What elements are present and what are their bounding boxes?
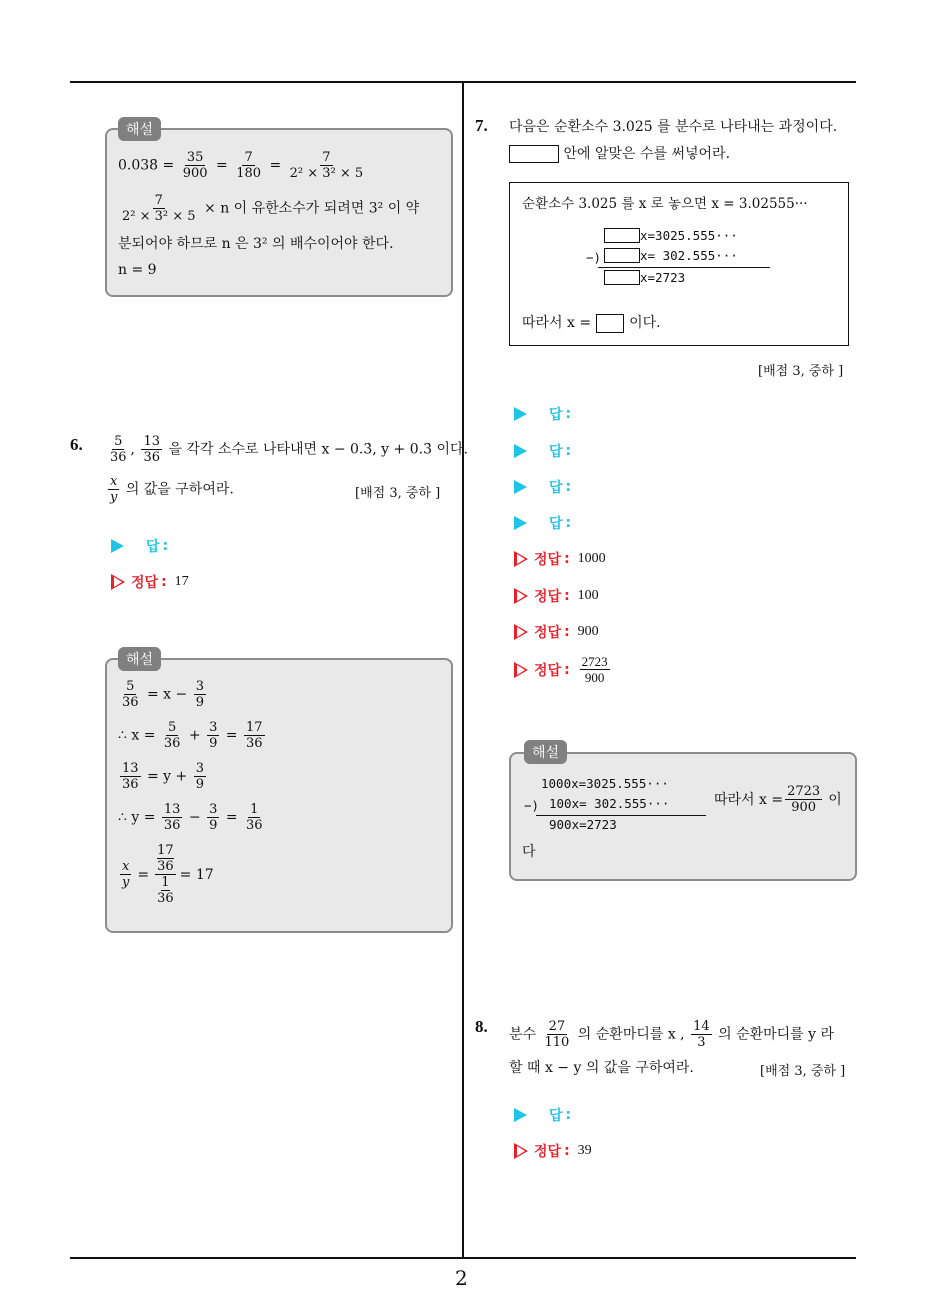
q7-blank-4[interactable] xyxy=(596,314,624,333)
page-number: 2 xyxy=(455,1266,468,1290)
q7-correct-arrow-icon-2 xyxy=(514,588,528,604)
q5-frac3: $\frac{7}{\text{2² × 3² × 5}}$ xyxy=(289,150,364,181)
q7-blank-2[interactable] xyxy=(604,248,640,263)
q6-answer-arrow-icon xyxy=(111,539,124,553)
q7-box-last: 따라서 x = 이다. xyxy=(522,315,661,331)
q7-correct-value-2: 100 xyxy=(577,588,599,603)
q7-answer-arrow-icon-1 xyxy=(514,407,527,421)
q7-sol-row3: 900x=2723 xyxy=(549,817,617,832)
q6-number: 6. xyxy=(70,435,83,454)
q6-sol-l1-rhs: = x − xyxy=(147,686,188,703)
q6-frac-xy: $\frac{x}{y}$ xyxy=(110,474,118,505)
q6-meta: [배점 3, 중하 ] xyxy=(355,486,441,501)
q7-answer-row-2: 답 : xyxy=(514,441,571,461)
q5-solution-line3: 분되어야 하므로 n 은 3² 의 배수이어야 한다. xyxy=(118,236,394,252)
q6-sol-l4-f2: $\frac{3}{9}$ xyxy=(209,802,218,833)
q7-correct-row-4: 정답 : $\frac{2723}{900}$ xyxy=(514,654,612,685)
q6-frac-a: $\frac{5}{36}$ xyxy=(110,434,127,465)
q7-sol-subtraction-line xyxy=(536,815,706,816)
q5-line2-text: × n 이 유한소수가 되려면 3² 이 약 xyxy=(204,200,420,217)
q6-sol-l2-lhs: ∴ x = xyxy=(118,727,156,744)
q8-meta: [배점 3, 중하 ] xyxy=(760,1064,846,1079)
q7-box-row3: x=2723 xyxy=(604,270,685,285)
q7-box-row1: x=3025.555··· xyxy=(604,228,738,243)
q7-answer-row-1: 답 : xyxy=(514,404,571,424)
q8-frac2: $\frac{14}{3}$ xyxy=(693,1019,710,1050)
q5-solution-line4: n = 9 xyxy=(118,262,157,278)
q5-solution-line1: 0.038̇ = $\frac{35}{900}$ = $\frac{7}{180}$ = $\frac{7}{\text{2² × 3² × 5}}$ xyxy=(118,150,364,181)
q7-sol-tail-c: 다 xyxy=(522,844,536,860)
q5-line1-lhs: 0.038̇ = xyxy=(118,157,175,174)
q5-solution-tab: 해설 xyxy=(118,117,161,141)
q7-correct-row-2: 정답 : 100 xyxy=(514,586,599,606)
q8-frac1: $\frac{27}{110}$ xyxy=(544,1019,570,1050)
q6-solution-tab: 해설 xyxy=(118,647,161,671)
q6-sol-l5-complex-frac: 17 36 1 36 xyxy=(157,843,174,906)
q6-sol-line3 xyxy=(118,761,208,792)
q6-sol-l3-rhs: = y + xyxy=(147,768,188,785)
q7-blank-sample xyxy=(509,145,559,163)
q7-sol-minus: −) xyxy=(524,798,540,813)
q7-prompt-line2 xyxy=(509,144,730,164)
q6-correct-label: 정답 xyxy=(131,575,159,591)
q6-sol-l3-frac2: $\frac{3}{9}$ xyxy=(195,761,205,792)
q7-box-row2: x= 302.555··· xyxy=(604,248,738,263)
q6-sol-l3-frac: $\frac{13}{36}$ xyxy=(122,761,139,792)
q8-answer-row: 답 : xyxy=(514,1105,571,1125)
q7-answer-arrow-icon-3 xyxy=(514,480,527,494)
q7-answer-arrow-icon-4 xyxy=(514,516,527,530)
q7-box-minus: −) xyxy=(586,250,602,265)
q7-correct-arrow-icon-3 xyxy=(514,624,528,640)
q6-sol-l5-frac: $\frac{x}{y}$ xyxy=(122,859,130,890)
q6-correct-row xyxy=(111,572,189,592)
q6-sol-l1-frac: $\frac{5}{36}$ xyxy=(122,679,139,710)
q5-frac1: $\frac{35}{900}$ xyxy=(182,150,208,181)
column-divider xyxy=(462,81,464,1258)
q7-box-subtraction-line xyxy=(598,267,770,268)
q7-sol-row1: 1000x=3025.555··· xyxy=(541,776,669,791)
q6-sol-l5-rhs: = 17 xyxy=(179,866,214,883)
q6-frac-b: $\frac{13}{36}$ xyxy=(143,434,160,465)
q6-answer-row xyxy=(111,536,168,556)
q6-sol-line2: ∴ x = $\frac{5}{36}$ + $\frac{3}{9}$ = $\frac{17}{36}$ xyxy=(118,720,263,751)
q6-sol-line1 xyxy=(118,679,208,710)
q6-text2: 의 값을 구하여라. xyxy=(125,481,234,498)
q6-prompt-line1: $\frac{5}{36}$ , $\frac{13}{36}$ 을 각각 소수로 나타내면 x − 0.3̇, y + 0.3̇ 이다. xyxy=(110,434,468,465)
q6-answer-label: 답 xyxy=(146,539,160,555)
q6-sol-l1-frac2: $\frac{3}{9}$ xyxy=(195,679,204,710)
q8-correct-row: 정답 : 39 xyxy=(514,1141,592,1161)
q7-correct-arrow-icon-4 xyxy=(514,662,528,678)
q5-solution-line2 xyxy=(118,193,419,224)
q6-sol-l2-f2: $\frac{3}{9}$ xyxy=(209,720,218,751)
q6-sol-line4: ∴ y = $\frac{13}{36}$ − $\frac{3}{9}$ = $\frac{1}{36}$ xyxy=(118,802,263,833)
q8-correct-value: 39 xyxy=(577,1143,592,1158)
q7-number: 7. xyxy=(475,116,488,135)
q8-text2: 할 때 x − y 의 값을 구하여라. xyxy=(509,1060,694,1076)
q7-correct-value-3: 900 xyxy=(577,624,599,639)
q7-blank-1[interactable] xyxy=(604,228,640,243)
q7-blank-3[interactable] xyxy=(604,270,640,285)
q7-box-line1: 순환소수 3.025̇ 를 x 로 놓으면 x = 3.02555··· xyxy=(522,196,808,212)
q7-answer-row-4: 답 : xyxy=(514,513,571,533)
q8-prompt-line1: 분수 $\frac{27}{110}$ 의 순환마디를 x , $\frac{14}{3}$ 의 순환마디를 y 라 xyxy=(509,1019,835,1050)
q6-answer-colon: : xyxy=(162,538,169,554)
q7-sol-tail: 따라서 x = $\frac{2723}{900}$ 이 xyxy=(714,784,842,815)
q7-correct-arrow-icon-1 xyxy=(514,551,528,567)
q6-correct-arrow-icon xyxy=(111,574,125,590)
q7-answer-arrow-icon-2 xyxy=(514,444,527,458)
q5-line2-frac: $\frac{7}{\text{2² × 3² × 5}}$ xyxy=(122,193,196,224)
q6-sol-l4-f3: $\frac{1}{36}$ xyxy=(246,802,263,833)
q6-sol-l4-f1: $\frac{13}{36}$ xyxy=(163,802,181,833)
q6-correct-value: 17 xyxy=(174,574,189,589)
q7-text1: 다음은 순환소수 3.025̇ 를 분수로 나타내는 과정이다. xyxy=(509,119,838,135)
q8-correct-arrow-icon xyxy=(514,1143,528,1159)
q6-sol-l2-f3: $\frac{17}{36}$ xyxy=(246,720,263,751)
q7-sol-row2: 100x= 302.555··· xyxy=(549,796,670,811)
q7-correct-fraction: $\frac{2723}{900}$ xyxy=(581,654,608,685)
q6-prompt-line2 xyxy=(106,474,234,505)
q5-frac2: $\frac{7}{180}$ xyxy=(236,150,262,181)
q6-sol-l4-lhs: ∴ y = xyxy=(118,809,156,826)
q7-answer-row-3: 답 : xyxy=(514,477,571,497)
q7-text2: 안에 알맞은 수를 써넣어라. xyxy=(563,146,731,162)
q8-answer-arrow-icon xyxy=(514,1108,527,1122)
q6-correct-colon: : xyxy=(161,574,167,590)
q7-correct-row-3: 정답 : 900 xyxy=(514,622,599,642)
q6-sol-l2-f1: $\frac{5}{36}$ xyxy=(163,720,181,751)
q7-correct-row-1: 정답 : 1000 xyxy=(514,549,606,569)
q7-correct-value-1: 1000 xyxy=(577,551,606,566)
q6-text1: 을 각각 소수로 나타내면 x − 0.3̇, y + 0.3̇ 이다. xyxy=(168,441,468,458)
q7-solution-tab: 해설 xyxy=(524,740,567,764)
q7-sol-tail-frac: $\frac{2723}{900}$ xyxy=(787,784,821,815)
q6-sol-line5: $\frac{x}{y}$ = 17 36 1 36 = 17 xyxy=(122,843,214,906)
q8-number: 8. xyxy=(475,1017,488,1036)
q7-meta: [배점 3, 중하 ] xyxy=(758,364,844,379)
